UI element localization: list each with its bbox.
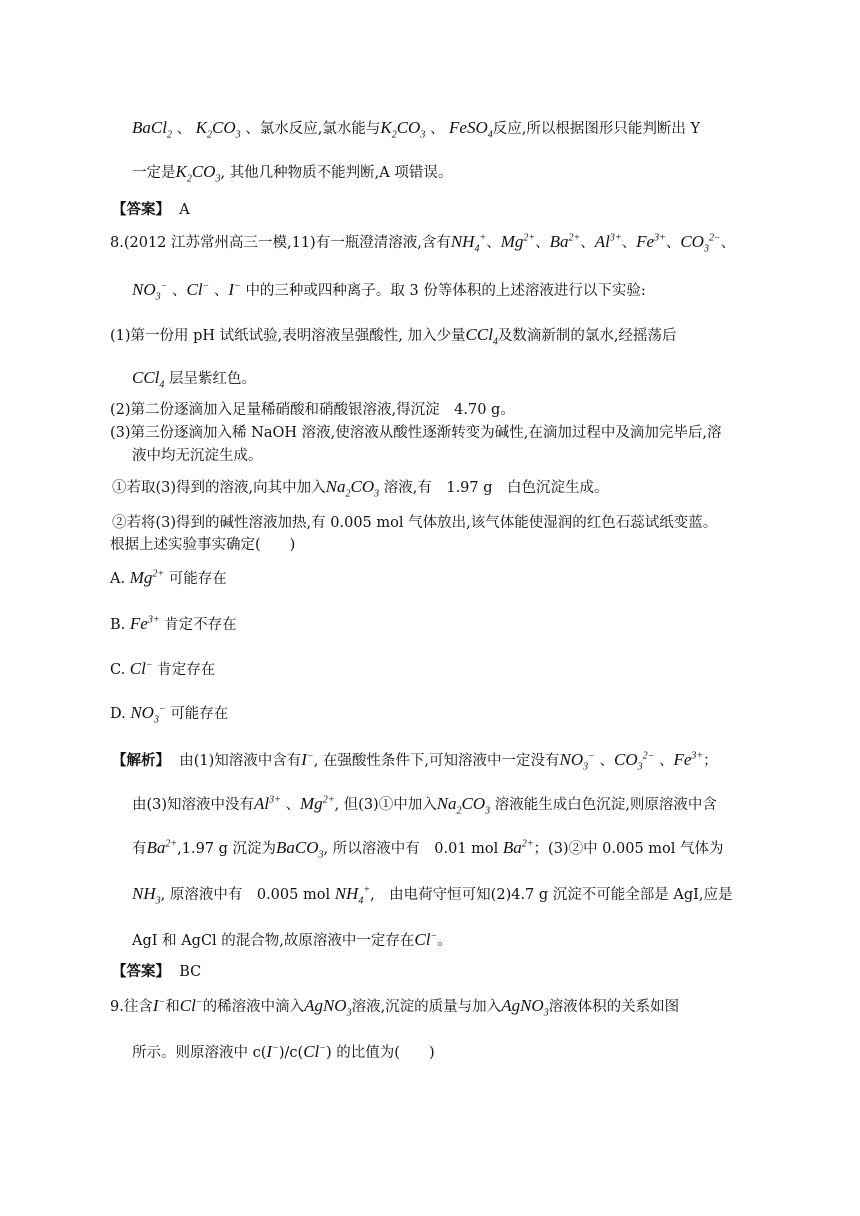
- option-a: A. $Mg^{2+}$ 可能存在: [110, 568, 227, 587]
- option-b: B. $Fe^{3+}$ 肯定不存在: [110, 614, 237, 633]
- text-line: 液中均无沉淀生成。: [132, 448, 263, 464]
- answer-label: 【答案】: [112, 201, 170, 218]
- text-line: BaCl$_2$ 、 $K_2CO_3$ 、氯水反应,氯水能与$K_2CO_3$ 、 FeSO$_4$反应,所以根据图形只能判断出 Y: [132, 118, 701, 141]
- answer-value: A: [179, 202, 190, 218]
- experiment-1: (1)第一份用 pH 试纸试验,表明溶液呈强酸性, 加入少量CCl$_4$及数滴新制的氯水,经摇荡后: [110, 325, 677, 348]
- answer-value: BC: [179, 964, 202, 980]
- experiment-2: (2)第二份逐滴加入足量稀硝酸和硝酸银溶液,得沉淀 4.70 g。: [110, 402, 515, 418]
- experiment-3: (3)第三份逐滴加入稀 NaOH 溶液,使溶液从酸性逐渐转变为碱性,在滴加过程中及滴加完毕后,溶: [110, 425, 722, 441]
- answer-label: 【答案】: [112, 963, 170, 980]
- analysis-line: 有$Ba^{2+},1.97$ g 沉淀为BaCO$_3$, 所以溶液中有 0.01 mol $Ba^{2+}$；(3)②中 0.005 mol 气体为: [132, 838, 724, 861]
- answer-line: [112, 962, 201, 982]
- text-line: 一定是$K_2CO_3$, 其他几种物质不能判断,A 项错误。: [132, 162, 453, 185]
- analysis-line: 【解析】 由(1)知溶液中含有I−, 在强酸性条件下,可知溶液中一定没有$NO_3^-$ 、$CO_3^{2-}$ 、$Fe^{3+}$；: [112, 750, 718, 773]
- answer-line: [112, 200, 190, 220]
- question-8-intro: 8.(2012 江苏常州高三一模,11)有一瓶澄清溶液,含有$NH_4^+$、$Mg^{2+}$、$Ba^{2+}$、$Al^{3+}$、$Fe^{3+}$、$CO_3^{2-}$、: [110, 232, 736, 255]
- analysis-line: 由(3)知溶液中没有$Al^{3+}$ 、$Mg^{2+}$, 但(3)①中加入$Na_2CO_3$ 溶液能生成白色沉淀,则原溶液中含: [132, 794, 717, 817]
- option-d: D. $NO_3^-$ 可能存在: [110, 703, 229, 726]
- analysis-line: AgI 和 AgCl 的混合物,故原溶液中一定存在Cl−。: [132, 930, 452, 949]
- text-line: 所示。则原溶液中 c(I−)/c(Cl−) 的比值为( ): [132, 1042, 435, 1061]
- determine-line: 根据上述实验事实确定( ): [110, 537, 296, 553]
- analysis-label: 【解析】: [112, 752, 170, 769]
- text-line: CCl$_4$ 层呈紫红色。: [132, 368, 257, 391]
- text-line: $NO_3^-$ 、Cl− 、I− 中的三种或四种离子。取 3 份等体积的上述溶液进行以下实验:: [132, 280, 646, 303]
- condition-1: ①若取(3)得到的溶液,向其中加入$Na_2CO_3$ 溶液,有 1.97 g 白色沉淀生成。: [112, 477, 609, 500]
- option-c: C. Cl− 肯定存在: [110, 659, 216, 678]
- condition-2: ②若将(3)得到的碱性溶液加热,有 0.005 mol 气体放出,该气体能使湿润的红色石蕊试纸变蓝。: [112, 515, 718, 531]
- analysis-line: $NH_3$, 原溶液中有 0.005 mol $NH_4^+$, 由电荷守恒可知(2)4.7 g 沉淀不可能全部是 AgI,应是: [132, 884, 733, 907]
- question-9: 9.往含I−和Cl−的稀溶液中滴入AgNO$_3$溶液,沉淀的质量与加入AgNO$_3$溶液体积的关系如图: [110, 996, 680, 1019]
